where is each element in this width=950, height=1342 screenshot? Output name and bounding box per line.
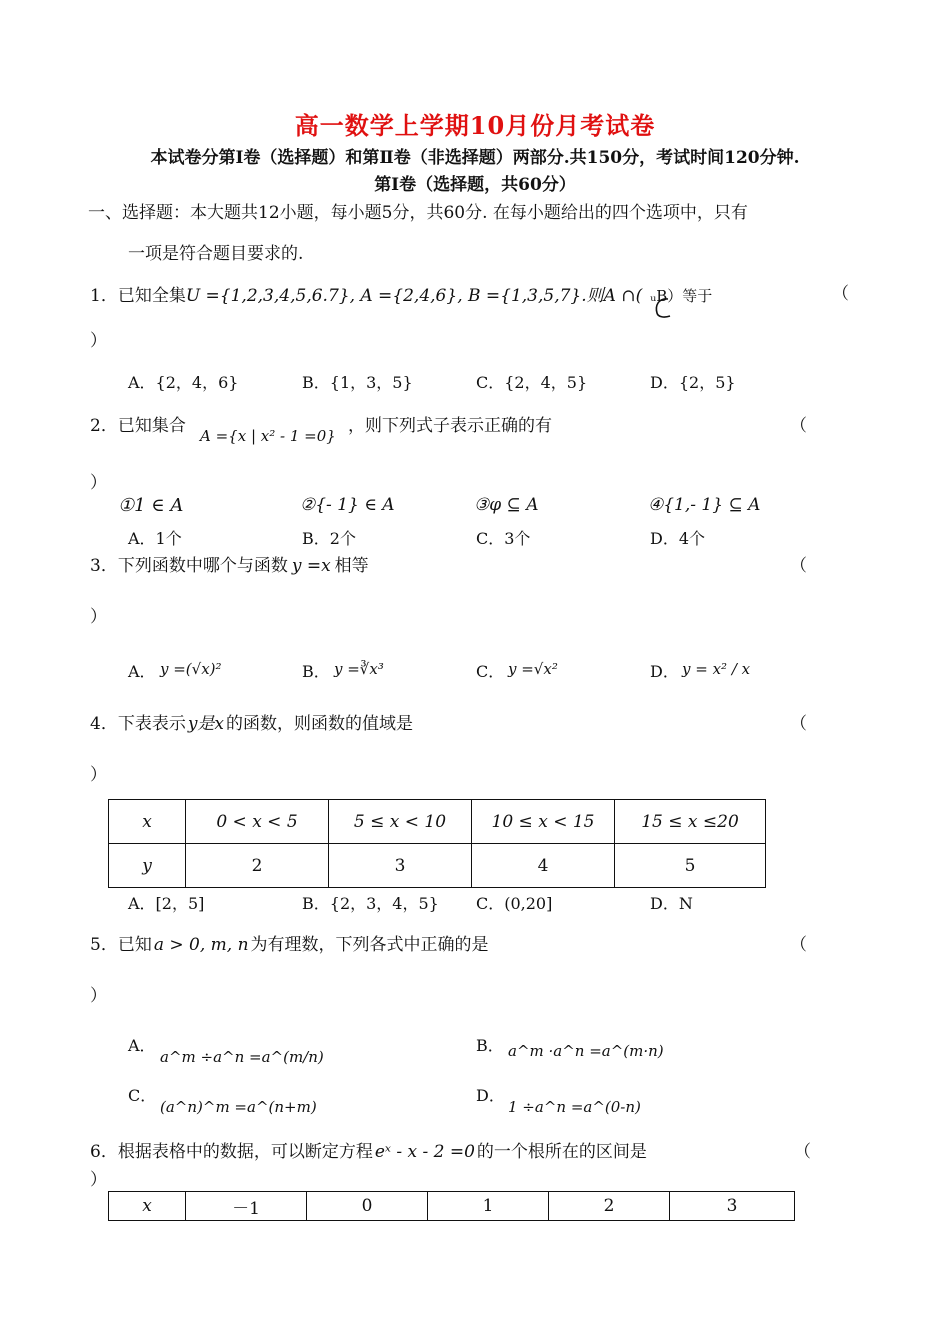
q3-option-b-label: B． [302,662,330,681]
q3-option-c-math: y =√x² [508,660,558,678]
q6-table-x-value-3: 1 [428,1192,549,1221]
q3-option-a-math: y =(√x)² [160,660,222,678]
question-6-stem [90,1137,647,1162]
q5-option-d-label: D． [476,1086,505,1105]
q4-prefix: 4．下表表示 [90,714,186,734]
exam-title: 高一数学上学期10月份月考试卷 [294,111,656,140]
q5-tail: 为有理数，下列各式中正确的是 [250,935,489,955]
q5-paren-open: （ [790,935,807,955]
q3-paren-close: ） [90,607,107,627]
q2-option-c: C．3个 [476,529,531,548]
q1-option-d: D．{2，5} [650,373,736,392]
q4-table-value-2: 3 [329,844,472,888]
q2-statement-3: ③φ ⊆ A [474,495,539,515]
part-one-heading: 第Ⅰ卷（选择题，共60分） [374,175,576,195]
q1-prefix: 1．已知全集 [90,286,186,306]
q3-option-c-label: C． [476,662,505,681]
q6-table-x-value-1: －1 [186,1192,307,1221]
q4-math: y是x [187,714,225,734]
q1-option-c: C．{2，4，5} [476,373,588,392]
q5-option-c-label: C． [128,1086,157,1105]
exam-intro: 本试卷分第Ⅰ卷（选择题）和第Ⅱ卷（非选择题）两部分.共150分，考试时间120分钟. [150,148,800,168]
q1-option-b: B．{1，3，5} [302,373,413,392]
q5-math: a > 0, m, n [153,935,249,955]
q6-paren-open: （ [794,1142,811,1162]
q2-math: A ={x | x² - 1 =0} [200,427,336,445]
q4-paren-close: ） [90,765,107,785]
q2-option-b: B．2个 [302,529,356,548]
q2-option-d: D．4个 [650,529,706,548]
q5-option-b-math: a^m ·a^n =a^(m·n) [508,1042,664,1060]
q6-table-x-value-5: 3 [670,1192,795,1221]
q4-tail: 的函数，则函数的值域是 [226,714,414,734]
q1-option-a: A．{2，4，6} [128,373,239,392]
question-4-stem [90,709,413,734]
question-1-stem [90,281,712,306]
q4-paren-open: （ [790,714,807,734]
q5-option-a-label: A． [128,1036,156,1055]
q6-prefix: 6．根据表格中的数据，可以断定方程 [90,1142,373,1162]
q6-math: eˣ - x - 2 =0 [374,1142,475,1162]
q2-paren-open: （ [790,416,807,436]
q3-option-b-math: y =∛x³ [334,660,384,678]
q3-tail: 相等 [334,556,369,576]
q4-table-interval-2: 5 ≤ x < 10 [329,800,472,844]
q6-tail: 的一个根所在的区间是 [476,1142,647,1162]
q1-tail: ᵤB）等于 [650,287,713,305]
q4-option-d: D．N [650,894,693,913]
q2-tail: ，则下列式子表示正确的有 [348,416,552,436]
q3-option-a-label: A． [128,662,156,681]
q3-option-d-math: y = x² / x [682,660,751,678]
q4-value-table [108,799,766,888]
q2-prefix: 2．已知集合 [90,416,186,436]
q5-option-b-label: B． [476,1036,504,1055]
q4-table-header-x: x [109,800,186,844]
section-instruction-line1: 一、选择题：本大题共12小题，每小题5分，共60分. 在每小题给出的四个选项中，只有 [88,203,748,223]
q4-table-value-3: 4 [472,844,615,888]
q6-table-header-x: x [109,1192,186,1221]
q2-statement-2: ②{- 1} ∈ A [300,495,395,515]
q5-prefix: 5．已知 [90,935,152,955]
q5-option-d-math: 1 ÷a^n =a^(0-n) [508,1098,641,1116]
q6-paren-close: ） [90,1170,107,1190]
q3-option-d-label: D． [650,662,679,681]
q4-option-c: C．(0,20] [476,894,553,913]
q6-value-table [108,1191,795,1221]
q4-option-b: B．{2，3，4，5} [302,894,439,913]
q4-table-value-4: 5 [615,844,766,888]
q4-table-interval-4: 15 ≤ x ≤20 [615,800,766,844]
q1-math: U ={1,2,3,4,5,6.7}, A ={2,4,6}, B ={1,3,5,7}.则A ∩( [185,286,643,306]
question-3-stem [90,551,369,576]
handwritten-c-mark [652,296,674,320]
q1-paren-open: （ [832,284,849,304]
q1-paren-close: ） [90,331,107,351]
q5-option-a-math: a^m ÷a^n =a^(m/n) [160,1048,324,1066]
q5-paren-close: ） [90,986,107,1006]
q3-math: y =x [291,556,331,576]
q2-statement-4: ④{1,- 1} ⊆ A [648,495,761,515]
question-5-stem [90,930,489,955]
q4-table-value-1: 2 [186,844,329,888]
q3-prefix: 3．下列函数中哪个与函数 [90,556,288,576]
q6-table-x-value-2: 0 [307,1192,428,1221]
q5-option-c-math: (a^n)^m =a^(n+m) [160,1098,317,1116]
q6-table-x-value-4: 2 [549,1192,670,1221]
q3-paren-open: （ [790,556,807,576]
q2-statement-1: ①1 ∈ A [118,495,184,516]
q4-table-interval-1: 0 < x < 5 [186,800,329,844]
q2-paren-close: ） [90,473,107,493]
q4-table-header-y: y [109,844,186,888]
q4-table-interval-3: 10 ≤ x < 15 [472,800,615,844]
section-instruction-line2: 一项是符合题目要求的. [128,244,304,264]
q2-option-a: A．1个 [128,529,182,548]
q4-option-a: A．[2，5] [128,894,205,913]
